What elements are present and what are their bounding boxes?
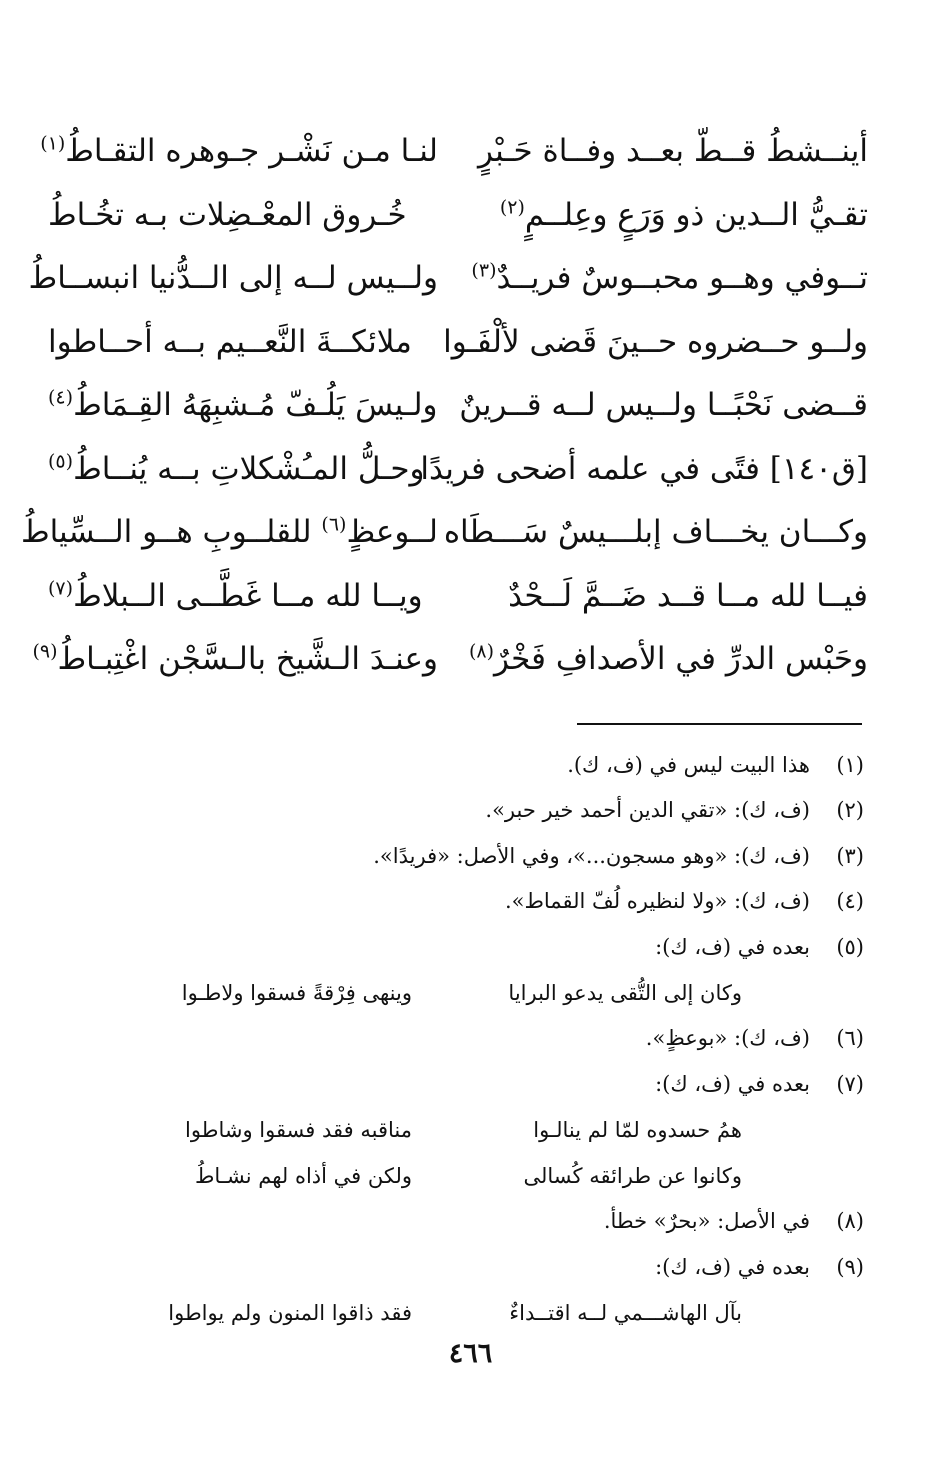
second-hemistich: لــوعظٍ$^{(٦)}$ للقلــوبِ هــو الــسِّياطُ [20, 513, 438, 551]
first-hemistich: [ق١٤٠] فتًى في علمه أضحى فريدًا [420, 450, 868, 487]
footnote-ref: (٥) [48, 450, 74, 473]
footnote-ref: (٤) [48, 386, 74, 409]
footnote-number: (٩) [836, 1254, 864, 1279]
footnote-text: بعده في (ف، ك): [655, 1254, 810, 1279]
second-hemistich: وعنـدَ الـشَّيخ بالـسَّجْن اغْتِبـاطُ$^{(٩)}$ [32, 640, 438, 678]
footnote-text: بعده في (ف، ك): [655, 934, 810, 959]
footnote-ref: (٣) [471, 259, 497, 282]
second-hemistich: ملائكــةَ النَّعــيم بــه أحــاطوا [48, 323, 412, 360]
footnote-ref: (٧) [48, 577, 74, 600]
footnote-verse [60, 1107, 864, 1153]
second-hemistich: وحـلُّ المـُشْكلاتِ بــه يُنــاطُ$^{(٥)}$ [48, 450, 425, 487]
footnote [60, 788, 864, 834]
first-hemistich: أينــشطُ قــطّ بعــد وفــاة حَـبْرٍ [477, 133, 868, 170]
poem-verse [48, 311, 868, 375]
footnote-text: (ف، ك): «بوعظٍ». [645, 1026, 810, 1051]
poem [20, 120, 868, 692]
footnote-number: (٦) [836, 1026, 864, 1051]
first-hemistich: ولــو حــضروه حــينَ قَضى لألْفَـوا [443, 323, 868, 360]
poem-verse [48, 565, 868, 629]
footnote [60, 1061, 864, 1107]
second-hemistich: ولـيسَ يَلُـفّ مُـشبِهَهُ القِـمَاطُ$^{(٤)}$ [48, 386, 438, 424]
footnote [60, 1244, 864, 1290]
footnote-text: هذا البيت ليس في (ف، ك). [567, 752, 810, 777]
first-hemistich: فيــا لله مــا قــد ضَــمَّ لَــحْدٌ [508, 577, 868, 614]
footnote-verse [60, 1153, 864, 1199]
first-hemistich: قــضى نَحْبًــا ولــيس لــه قــرينٌ [459, 387, 868, 424]
footnote-number: (٤) [836, 889, 864, 914]
first-hemistich: تقـيُّ الــدين ذو وَرَعٍ وعِلــمٍ$^{(٢)}$ [499, 196, 868, 233]
poem-verse [32, 628, 868, 692]
footnote-verse-first: همُ حسدوه لمّا لم ينالـوا [533, 1117, 742, 1142]
footnote [60, 1016, 864, 1062]
footnote-number: (٥) [836, 934, 864, 959]
footnote-text: (ف، ك): «ولا لنظيره لُفّ القماط». [504, 889, 810, 914]
footnote-text: بعده في (ف، ك): [655, 1071, 810, 1096]
footnote-verse [60, 1290, 864, 1336]
footnote-verse [60, 970, 864, 1016]
footnote [60, 879, 864, 925]
footnote-verse-second: وينهى فِرْقةً فسقوا ولاطـوا [181, 980, 412, 1005]
second-hemistich: ويــا لله مــا غَطَّــى الــبلاطُ$^{(٧)}$ [48, 577, 423, 614]
footnote [60, 742, 864, 788]
footnote-number: (٣) [836, 843, 864, 868]
footnote-verse-first: وكانوا عن طرائقه كُسالى [523, 1163, 742, 1188]
footnote-verse-second: ولكن في أذاه لهم نشـاطُ [195, 1163, 412, 1188]
footnote-divider [577, 723, 862, 725]
poem-verse [48, 184, 868, 248]
second-hemistich: خُـروق المعْـضِلات بـه تخُـاطُ [48, 196, 407, 233]
footnote-verse-first: وكان إلى التُّقى يدعو البرايا [508, 980, 742, 1005]
poem-verse [40, 120, 868, 184]
first-hemistich: تــوفي وهــو محبــوسٌ فريــدٌ$^{(٣)}$ [471, 259, 868, 297]
second-hemistich: ولــيس لــه إلى الــدُّنيا انبســاطُ [28, 260, 438, 297]
footnote [60, 833, 864, 879]
footnote-verse-first: بآل الهاشـــمي لــه اقتــداءٌ [509, 1300, 742, 1325]
page-number: ٤٦٦ [448, 1338, 493, 1369]
footnote-number: (٨) [836, 1209, 864, 1234]
footnote [60, 924, 864, 970]
footnote-ref: (٩) [32, 640, 58, 663]
poem-verse [20, 501, 868, 565]
footnote-text: (ف، ك): «وهو مسجون...»، وفي الأصل: «فريدًا». [373, 843, 810, 868]
footnote-ref: (٦) [321, 513, 347, 536]
poem-verse [48, 438, 868, 502]
footnote-number: (١) [836, 752, 864, 777]
footnote-number: (٧) [836, 1071, 864, 1096]
footnote-ref: (٨) [468, 640, 495, 663]
footnote-verse-second: مناقبه فقد فسقوا وشاطوا [185, 1117, 412, 1142]
footnote-ref: (١) [40, 132, 66, 155]
first-hemistich: وحَبْس الدرِّ في الأصدافِ فَخْرٌ$^{(٨)}$ [468, 640, 868, 678]
footnote-ref: (٢) [499, 196, 525, 219]
footnotes [60, 742, 864, 1336]
poem-verse [48, 374, 868, 438]
footnote-text: في الأصل: «بحرٌ» خطأ. [603, 1209, 810, 1234]
first-hemistich: وكـــان يخـــاف إبلـــيسٌ سَـــطَاه [443, 514, 868, 551]
footnote-number: (٢) [836, 798, 864, 823]
footnote-verse-second: فقد ذاقوا المنون ولم يواطوا [168, 1300, 412, 1325]
second-hemistich: لنـا مـن نَشْـر جـوهره التقـاطُ$^{(١)}$ [40, 132, 438, 170]
footnote-text: (ف، ك): «تقي الدين أحمد خير حبر». [485, 798, 810, 823]
footnote [60, 1199, 864, 1245]
poem-verse [28, 247, 868, 311]
